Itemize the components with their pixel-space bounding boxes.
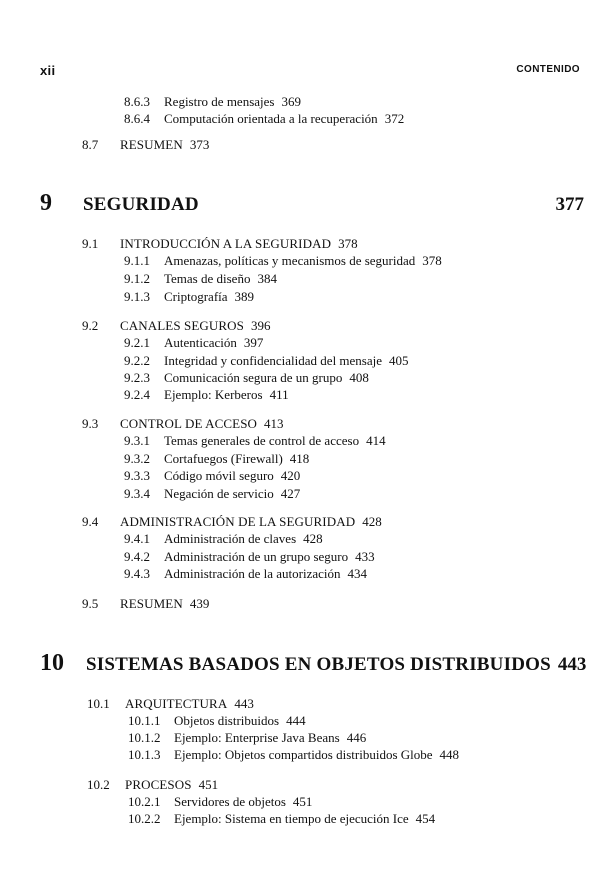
entry-number: 9.1.2	[124, 271, 150, 286]
entry-page: 408	[349, 370, 369, 385]
entry-page: 411	[269, 387, 289, 402]
entry-page: 434	[347, 566, 368, 581]
entry-page: 405	[389, 353, 409, 368]
entry-title: Temas generales de control de acceso	[164, 433, 360, 448]
entry-number: 9.3.4	[124, 486, 150, 501]
toc-entry-10-2-1[interactable]	[128, 794, 312, 810]
entry-title: RESUMEN	[120, 137, 183, 152]
entry-title: Administración de la autorización	[164, 566, 341, 581]
entry-title: Criptografía	[164, 289, 228, 304]
toc-entry-10-2-2[interactable]	[128, 811, 435, 827]
entry-page: 448	[439, 747, 460, 762]
entry-title: Ejemplo: Objetos compartidos distribuidos Globe	[174, 747, 433, 762]
toc-entry-9-3-2[interactable]	[124, 451, 309, 467]
entry-number: 10.1.1	[128, 713, 161, 728]
toc-entry-10-1-2[interactable]	[128, 730, 366, 746]
entry-number: 10.1.2	[128, 730, 161, 745]
entry-title: Servidores de objetos	[174, 794, 286, 809]
entry-number: 9.2.4	[124, 387, 150, 402]
entry-page: 451	[198, 777, 219, 792]
entry-number: 9.3	[82, 416, 99, 431]
toc-entry-8-6-3[interactable]	[124, 94, 301, 110]
chapter-9-heading[interactable]	[40, 190, 199, 217]
entry-page: 372	[384, 111, 405, 126]
toc-entry-9-4-2[interactable]	[124, 549, 375, 565]
toc-entry-9-3[interactable]	[82, 416, 284, 432]
entry-number: 9.2	[82, 318, 99, 333]
toc-entry-8-6-4[interactable]	[124, 111, 404, 127]
entry-title: ADMINISTRACIÓN DE LA SEGURIDAD	[120, 514, 356, 529]
entry-number: 10.2.1	[128, 794, 161, 809]
toc-entry-9-5[interactable]	[82, 596, 209, 612]
entry-title: Temas de diseño	[164, 271, 251, 286]
chapter-10-heading[interactable]	[40, 650, 586, 677]
entry-title: Negación de servicio	[164, 486, 274, 501]
entry-title: Código móvil seguro	[164, 468, 274, 483]
toc-entry-9-2-1[interactable]	[124, 335, 263, 351]
chapter-title: SEGURIDAD	[83, 194, 199, 215]
entry-title: ARQUITECTURA	[125, 696, 228, 711]
entry-number: 9.2.1	[124, 335, 150, 350]
entry-number: 10.2.2	[128, 811, 161, 826]
entry-title: RESUMEN	[120, 596, 183, 611]
entry-title: Registro de mensajes	[164, 94, 275, 109]
toc-entry-9-3-4[interactable]	[124, 486, 300, 502]
entry-number: 9.4.1	[124, 531, 150, 546]
entry-title: Administración de claves	[164, 531, 297, 546]
entry-number: 10.2	[87, 777, 110, 792]
entry-page: 451	[292, 794, 313, 809]
entry-number: 10.1.3	[128, 747, 161, 762]
toc-entry-9-2-2[interactable]	[124, 353, 409, 369]
entry-title: CONTROL DE ACCESO	[120, 416, 258, 431]
entry-number: 9.5	[82, 596, 99, 611]
entry-page: 369	[281, 94, 301, 109]
entry-number: 9.4	[82, 514, 99, 529]
entry-title: CANALES SEGUROS	[120, 318, 244, 333]
chapter-number: 10	[40, 650, 64, 676]
entry-page: 397	[243, 335, 264, 350]
toc-entry-9-1-2[interactable]	[124, 271, 277, 287]
running-head: CONTENIDO	[516, 64, 580, 75]
toc-entry-8-7[interactable]	[82, 137, 209, 153]
entry-page: 378	[422, 253, 442, 268]
entry-number: 9.3.2	[124, 451, 150, 466]
entry-page: 414	[366, 433, 386, 448]
entry-page: 439	[189, 596, 210, 611]
toc-entry-9-4-1[interactable]	[124, 531, 323, 547]
toc-entry-9-1-3[interactable]	[124, 289, 254, 305]
entry-page: 443	[234, 696, 254, 711]
entry-title: Ejemplo: Enterprise Java Beans	[174, 730, 340, 745]
entry-number: 8.6.3	[124, 94, 150, 109]
entry-page: 444	[286, 713, 306, 728]
toc-entry-10-1[interactable]	[87, 696, 254, 712]
entry-number: 9.3.3	[124, 468, 150, 483]
entry-page: 428	[303, 531, 323, 546]
entry-title: Ejemplo: Kerberos	[164, 387, 263, 402]
entry-number: 9.1.3	[124, 289, 150, 304]
entry-page: 433	[355, 549, 375, 564]
chapter-title: SISTEMAS BASADOS EN OBJETOS DISTRIBUIDOS	[86, 654, 551, 675]
chapter-page: 443	[557, 654, 587, 675]
entry-number: 9.1.1	[124, 253, 150, 268]
toc-entry-10-1-1[interactable]	[128, 713, 306, 729]
entry-title: Autenticación	[164, 335, 237, 350]
entry-page: 396	[250, 318, 271, 333]
entry-page: 418	[289, 451, 310, 466]
entry-number: 9.1	[82, 236, 99, 251]
entry-number: 10.1	[87, 696, 110, 711]
entry-title: Comunicación segura de un grupo	[164, 370, 343, 385]
toc-entry-10-2[interactable]	[87, 777, 218, 793]
toc-entry-9-4-3[interactable]	[124, 566, 367, 582]
entry-title: Cortafuegos (Firewall)	[164, 451, 283, 466]
entry-page: 373	[189, 137, 210, 152]
toc-entry-9-2[interactable]	[82, 318, 270, 334]
entry-page: 413	[264, 416, 284, 431]
toc-entry-9-4[interactable]	[82, 514, 382, 530]
entry-page: 427	[280, 486, 301, 501]
entry-title: Objetos distribuidos	[174, 713, 280, 728]
page-folio: xii	[40, 63, 56, 78]
toc-entry-9-3-3[interactable]	[124, 468, 300, 484]
entry-page: 454	[415, 811, 436, 826]
entry-title: Administración de un grupo seguro	[164, 549, 349, 564]
entry-title: Integridad y confidencialidad del mensaje	[164, 353, 383, 368]
entry-number: 9.4.3	[124, 566, 150, 581]
entry-page: 389	[234, 289, 255, 304]
toc-entry-10-1-3[interactable]	[128, 747, 459, 763]
entry-page: 384	[257, 271, 277, 286]
entry-number: 9.2.2	[124, 353, 150, 368]
entry-title: Computación orientada a la recuperación	[164, 111, 378, 126]
entry-number: 9.2.3	[124, 370, 150, 385]
entry-page: 378	[338, 236, 358, 251]
entry-number: 9.4.2	[124, 549, 150, 564]
toc-entry-9-3-1[interactable]	[124, 433, 386, 449]
entry-title: PROCESOS	[125, 777, 192, 792]
entry-number: 9.3.1	[124, 433, 150, 448]
toc-entry-9-2-3[interactable]	[124, 370, 369, 386]
entry-title: Amenazas, políticas y mecanismos de seguridad	[164, 253, 416, 268]
toc-entry-9-1[interactable]	[82, 236, 358, 252]
entry-title: Ejemplo: Sistema en tiempo de ejecución Ice	[174, 811, 409, 826]
chapter-9-page: 377	[555, 194, 584, 215]
toc-entry-9-1-1[interactable]	[124, 253, 442, 269]
toc-entry-9-2-4[interactable]	[124, 387, 289, 403]
entry-page: 420	[280, 468, 301, 483]
chapter-number: 9	[40, 190, 52, 216]
entry-page: 446	[346, 730, 367, 745]
entry-number: 8.6.4	[124, 111, 150, 126]
entry-page: 428	[362, 514, 382, 529]
entry-title: INTRODUCCIÓN A LA SEGURIDAD	[120, 236, 332, 251]
entry-number: 8.7	[82, 137, 99, 152]
